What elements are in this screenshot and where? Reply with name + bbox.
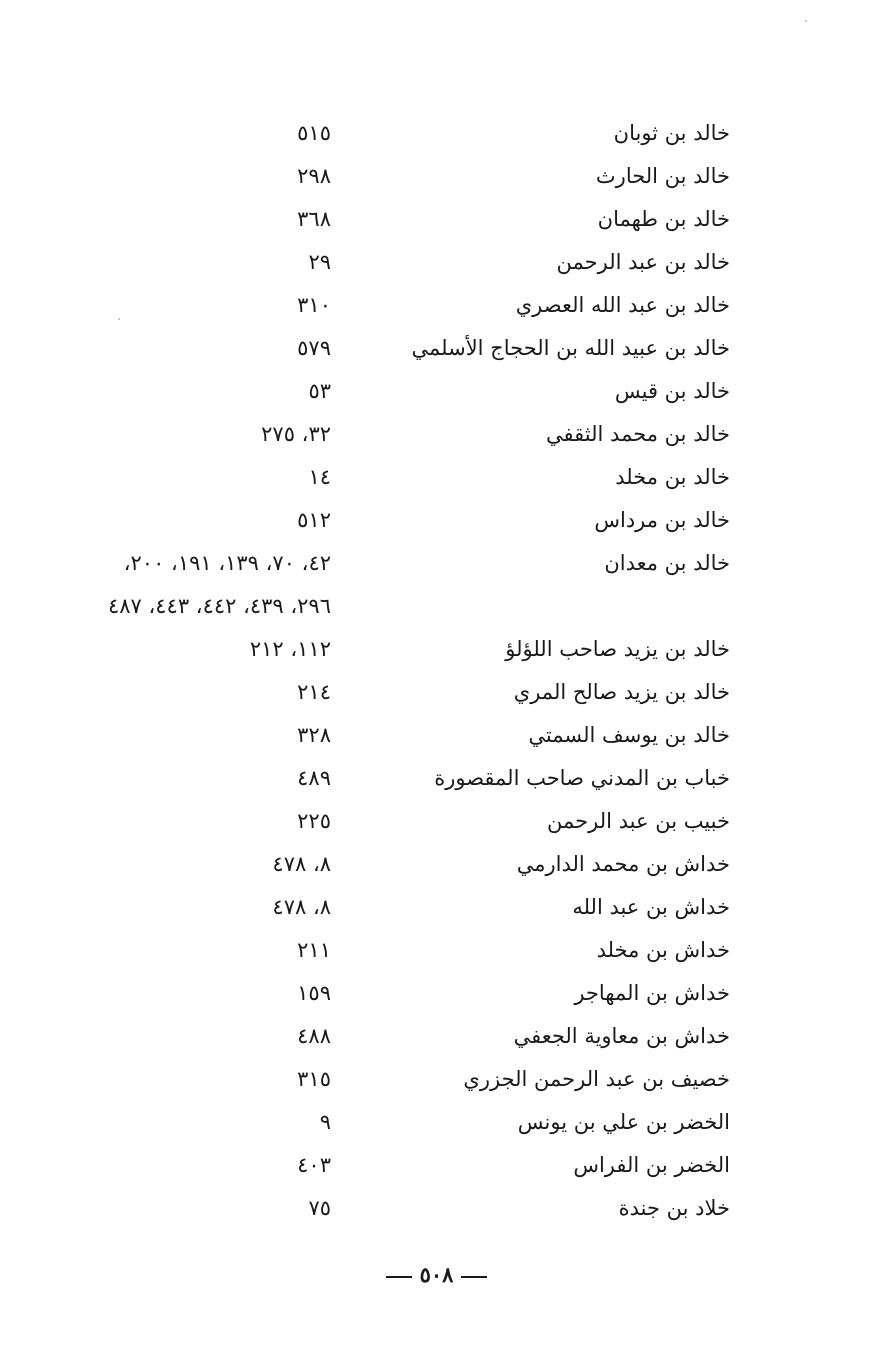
entry-page-refs: ٥١٥	[297, 121, 331, 145]
folio-dash-left	[461, 1276, 487, 1278]
entry-page-refs: ١٤	[308, 465, 331, 489]
entry-page-refs: ٤٢، ٧٠، ١٣٩، ١٩١، ٢٠٠،	[123, 551, 331, 575]
entry-page-refs: ٢٢٥	[297, 809, 331, 833]
entry-name: خداش بن معاوية الجعفي	[513, 1024, 730, 1048]
index-entry	[0, 282, 873, 325]
entry-name: خداش بن عبد الله	[572, 895, 730, 919]
page-number	[0, 1262, 873, 1287]
entry-name: خالد بن عبيد الله بن الحجاج الأسلمي	[411, 336, 730, 360]
entry-page-refs: ١٥٩	[297, 981, 331, 1005]
index-entry	[0, 1142, 873, 1185]
entry-name: خالد بن طهمان	[597, 207, 730, 231]
entry-name: خالد بن قيس	[614, 379, 730, 403]
entry-page-refs: ٢١٤	[297, 680, 331, 704]
entry-name: خالد بن يزيد صالح المري	[513, 680, 730, 704]
entry-page-refs: ٣٢٨	[297, 723, 331, 747]
entry-page-refs: ٣٢، ٢٧٥	[261, 422, 331, 446]
index-entry	[0, 239, 873, 282]
index-entry	[0, 1099, 873, 1142]
folio-dash-right	[386, 1276, 412, 1278]
index-entry	[0, 712, 873, 755]
index-entry	[0, 325, 873, 368]
index-entry	[0, 669, 873, 712]
entry-name: خالد بن عبد الرحمن	[556, 250, 730, 274]
index-entry	[0, 411, 873, 454]
index-entry	[0, 153, 873, 196]
entry-name: الخضر بن علي بن يونس	[517, 1110, 730, 1134]
entry-name: خالد بن يزيد صاحب اللؤلؤ	[505, 637, 730, 661]
index-entry	[0, 626, 873, 669]
entry-page-refs: ٨، ٤٧٨	[272, 895, 331, 919]
entry-name: خداش بن المهاجر	[574, 981, 730, 1005]
entry-page-refs: ٥١٢	[297, 508, 331, 532]
entry-page-refs: ٩	[319, 1110, 331, 1134]
entry-name: خباب بن المدني صاحب المقصورة	[434, 766, 730, 790]
entry-name: خالد بن محمد الثقفي	[546, 422, 730, 446]
entry-name: خالد بن معدان	[604, 551, 730, 575]
entry-name: خصيف بن عبد الرحمن الجزري	[463, 1067, 730, 1091]
entry-page-refs: ٤٨٩	[297, 766, 331, 790]
index-entry	[0, 841, 873, 884]
entry-page-refs: ٤٠٣	[297, 1153, 331, 1177]
index-entry	[0, 497, 873, 540]
entry-name: خالد بن يوسف السمتي	[528, 723, 730, 747]
index-entry	[0, 884, 873, 927]
entry-name: الخضر بن الفراس	[573, 1153, 730, 1177]
entry-name: خداش بن محمد الدارمي	[516, 852, 730, 876]
entry-name: خالد بن مرداس	[594, 508, 730, 532]
entry-page-refs: ٣٦٨	[297, 207, 331, 231]
entry-name: خلاد بن جندة	[618, 1196, 730, 1220]
index-entry	[0, 454, 873, 497]
entry-page-refs: ٢١١	[297, 938, 331, 962]
page-number-text: ٥٠٨	[419, 1262, 454, 1287]
entry-page-refs: ٤٨٨	[297, 1024, 331, 1048]
index-entry-continuation	[0, 583, 873, 626]
entry-page-refs: ٢٩	[308, 250, 331, 274]
entry-page-refs: ٥٧٩	[297, 336, 331, 360]
index-entries	[0, 110, 873, 1228]
index-entry	[0, 368, 873, 411]
entry-page-refs: ٢٩٦، ٤٣٩، ٤٤٢، ٤٤٣، ٤٨٧	[107, 594, 331, 618]
entry-page-refs: ٧٥	[308, 1196, 331, 1220]
entry-page-refs: ٨، ٤٧٨	[272, 852, 331, 876]
entry-name: خبيب بن عبد الرحمن	[547, 809, 730, 833]
index-entry	[0, 110, 873, 153]
scan-speck	[805, 20, 807, 22]
index-entry	[0, 970, 873, 1013]
entry-page-refs: ٢٩٨	[297, 164, 331, 188]
entry-name: خالد بن مخلد	[615, 465, 730, 489]
index-entry	[0, 927, 873, 970]
entry-page-refs: ١١٢، ٢١٢	[249, 637, 331, 661]
index-entry	[0, 1185, 873, 1228]
entry-name: خالد بن الحارث	[595, 164, 730, 188]
index-entry	[0, 540, 873, 583]
entry-page-refs: ٣١٥	[297, 1067, 331, 1091]
index-entry	[0, 755, 873, 798]
index-entry	[0, 798, 873, 841]
index-entry	[0, 196, 873, 239]
index-entry	[0, 1013, 873, 1056]
entry-name: خالد بن ثوبان	[613, 121, 730, 145]
entry-page-refs: ٥٣	[308, 379, 331, 403]
entry-page-refs: ٣١٠	[297, 293, 331, 317]
entry-name: خالد بن عبد الله العصري	[515, 293, 730, 317]
index-entry	[0, 1056, 873, 1099]
entry-name: خداش بن مخلد	[596, 938, 730, 962]
